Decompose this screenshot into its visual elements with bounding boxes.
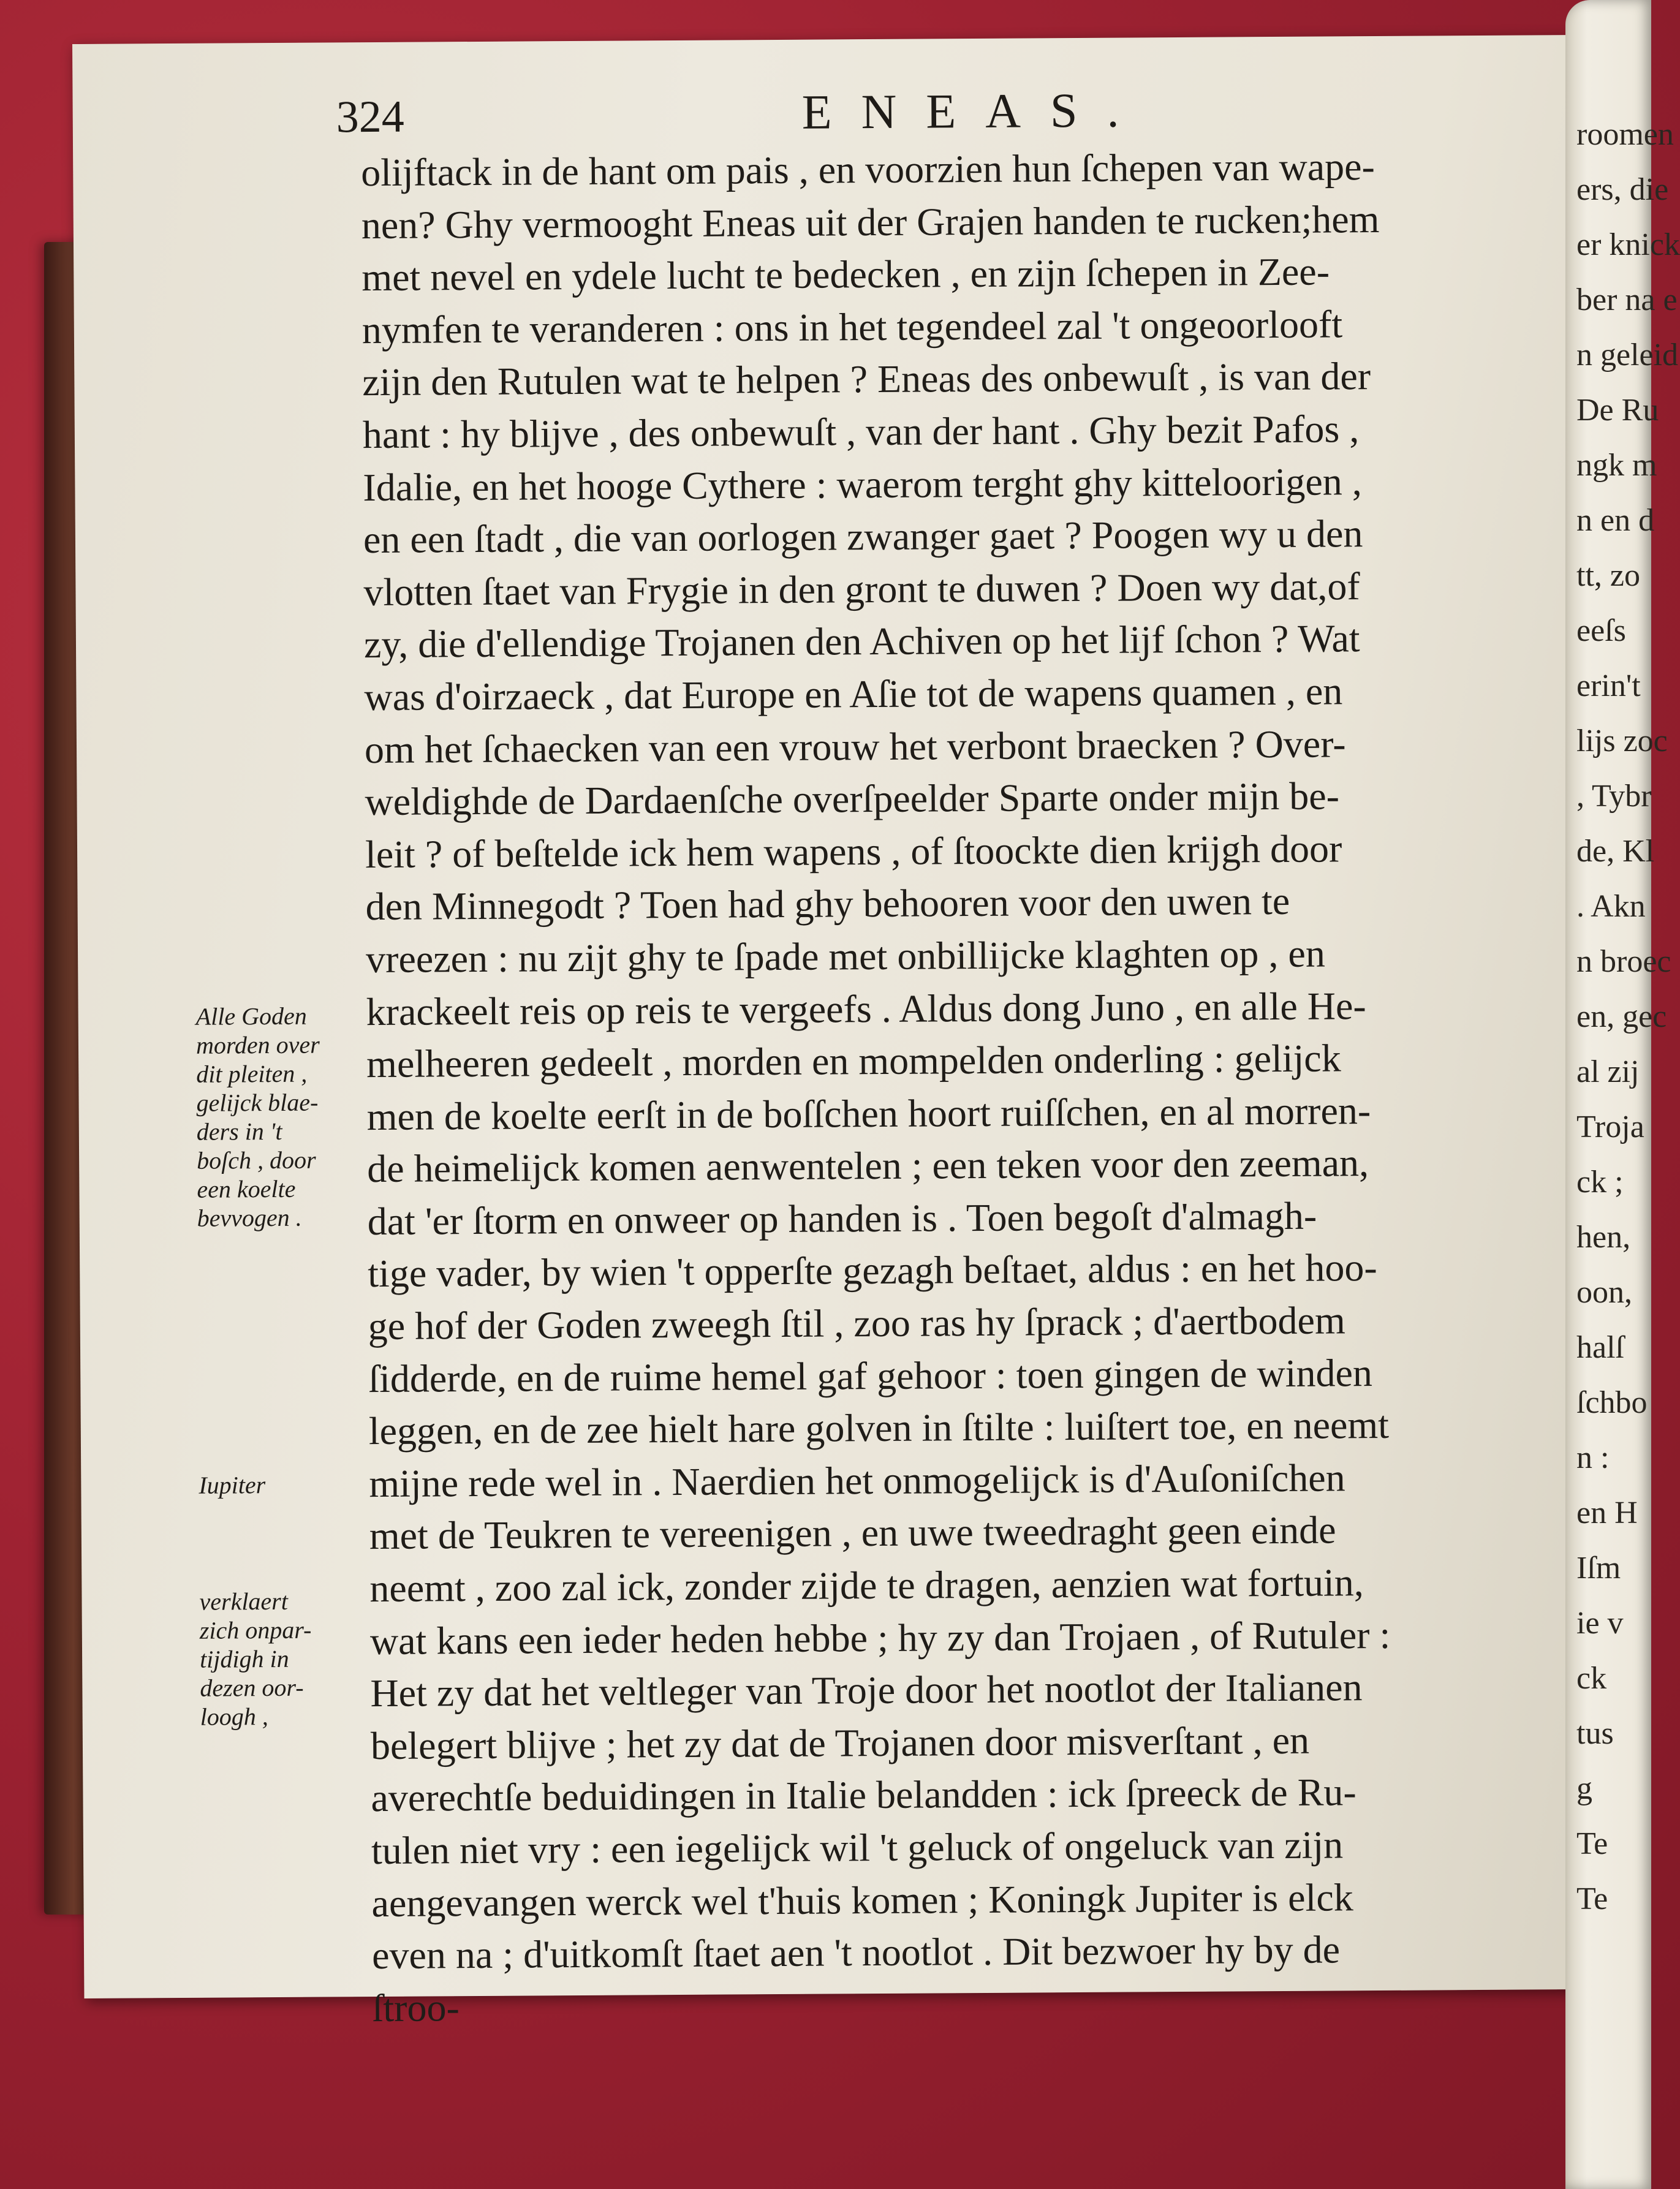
facing-page-fragment: g <box>1576 1771 1592 1806</box>
facing-page-fragment: De Ru <box>1576 393 1659 428</box>
text-line: leggen, en de zee hielt hare golven in ſtilte : luiſtert toe, en neemt <box>368 1403 1390 1453</box>
text-line: mijne rede wel in . Naerdien het onmogelijck is d'Auſoniſchen <box>369 1456 1345 1505</box>
facing-page-fragment: ck <box>1576 1661 1607 1696</box>
margin-note <box>199 1470 382 1500</box>
text-line: neemt , zoo zal ick, zonder zijde te dragen, aenzien wat fortuin, <box>369 1560 1364 1611</box>
facing-page-fragment: n en d <box>1576 503 1655 538</box>
text-line: zy, die d'ellendige Trojanen den Achiven op het lijf ſchon ? Wat <box>363 616 1360 667</box>
margin-note-line: bevvogen . <box>197 1203 302 1232</box>
margin-note-line: loogh , <box>200 1703 268 1731</box>
margin-note-line: dezen oor- <box>200 1673 304 1702</box>
text-line: wat kans een ieder heden hebbe ; hy zy dan Trojaen , of Rutuler : <box>369 1612 1391 1663</box>
facing-page-fragment: halſ <box>1576 1330 1624 1365</box>
margin-note-line: boſch , door <box>196 1146 316 1174</box>
text-line: men de koelte eerſt in de boſſchen hoort ruiſſchen, en al morren- <box>366 1088 1371 1138</box>
text-line: ge hof der Goden zweegh ſtil , zoo ras hy ſprack ; d'aertbodem <box>368 1298 1345 1348</box>
text-line: hant : hy blijve , des onbewuſt , van der hant . Ghy bezit Pafos , <box>362 407 1360 457</box>
text-line: even na ; d'uitkomſt ſtaet aen 't nootlot . Dit bezwoer hy by de <box>371 1927 1341 1978</box>
text-line: nen? Ghy vermooght Eneas uit der Grajen handen te rucken;hem <box>361 197 1380 247</box>
facing-page-fragment: erin't <box>1576 668 1641 703</box>
facing-page-fragment: ſchbo <box>1576 1385 1648 1420</box>
text-line: den Minnegodt ? Toen had ghy behooren voor den uwen te <box>365 879 1290 929</box>
text-line: olijftack in de hant om pais , en voorzien hun ſchepen van wape- <box>361 145 1375 195</box>
margin-note-line: dit pleiten , <box>196 1059 308 1088</box>
text-line: vreezen : nu zijt ghy te ſpade met onbillijcke klaghten op , en <box>365 931 1326 981</box>
text-line: vlotten ſtaet van Frygie in den gront te duwen ? Doen wy dat,of <box>363 564 1360 614</box>
text-line: tulen niet vry : een iegelijck wil 't geluck of ongeluck van zijn <box>371 1823 1344 1873</box>
facing-page-fragment: . Akn <box>1576 889 1646 924</box>
text-line: melheeren gedeelt , morden en mompelden onderling : gelijck <box>366 1036 1341 1086</box>
text-line: krackeelt reis op reis te vergeefs . Aldus dong Juno , en alle He- <box>366 983 1366 1034</box>
text-line: de heimelijck komen aenwentelen ; een teken voor den zeeman, <box>367 1141 1369 1191</box>
facing-page-fragment: Te <box>1576 1881 1608 1916</box>
margin-note <box>196 1001 381 1233</box>
facing-page-fragment: Troja <box>1576 1110 1644 1144</box>
margin-note-line: een koelte <box>197 1174 296 1203</box>
facing-page-fragment: tt, zo <box>1576 558 1640 593</box>
facing-page-fragment: ie v <box>1576 1606 1624 1641</box>
facing-page-fragment: er knick <box>1576 227 1680 262</box>
facing-page-fragment: en H <box>1576 1495 1638 1530</box>
text-line: ſtroo- <box>372 1985 460 2030</box>
facing-page-edge <box>1565 0 1680 2189</box>
text-line: tige vader, by wien 't opperſte gezagh beſtaet, aldus : en het hoo- <box>368 1246 1377 1296</box>
facing-page-fragment: n : <box>1576 1440 1610 1475</box>
facing-page-fragment: ck ; <box>1576 1165 1624 1200</box>
text-line: Idalie, en het hooge Cythere : waerom terght ghy kitteloorigen , <box>363 459 1362 509</box>
text-line: zijn den Rutulen wat te helpen ? Eneas des onbewuſt , is van der <box>362 354 1371 404</box>
body-text <box>361 139 1622 2035</box>
facing-page-fragment: de, Kl <box>1576 834 1655 869</box>
margin-note-line: gelijck blae- <box>196 1088 319 1117</box>
facing-page-fragment: ngk m <box>1576 448 1657 483</box>
facing-page-fragment: lijs zoc <box>1576 724 1668 758</box>
text-line: ſidderde, en de ruime hemel gaf gehoor : toen gingen de winden <box>368 1350 1373 1401</box>
margin-note-line: verklaert <box>199 1587 289 1616</box>
facing-page-fragment: n geleid <box>1576 338 1679 372</box>
page-number: 324 <box>336 91 404 143</box>
margin-note-line: Iupiter <box>199 1471 266 1499</box>
text-line: aengevangen werck wel t'huis komen ; Koningk Jupiter is elck <box>371 1875 1353 1925</box>
text-line: was d'oirzaeck , dat Europe en Aſie tot de wapens quamen , en <box>364 669 1343 719</box>
text-line: met nevel en ydele lucht te bedecken , en zijn ſchepen in Zee- <box>361 249 1330 300</box>
facing-page-fragment: eeſs <box>1576 613 1626 648</box>
facing-page-fragment: ers, die <box>1576 172 1669 207</box>
margin-note <box>199 1586 384 1731</box>
facing-page-fragment: hen, <box>1576 1220 1631 1255</box>
margin-note-line: Alle Goden <box>195 1002 307 1030</box>
margin-note-line: tijdigh in <box>199 1644 289 1673</box>
facing-page-fragment: tus <box>1576 1716 1614 1751</box>
facing-page-fragment: Iſm <box>1576 1551 1621 1586</box>
facing-page-fragment: n broec <box>1576 944 1671 979</box>
text-line: om het ſchaecken van een vrouw het verbont braecken ? Over- <box>364 721 1346 771</box>
margin-note-line: ders in 't <box>196 1117 282 1146</box>
facing-page-fragment: ber na e <box>1576 282 1678 317</box>
facing-page-fragment: en, gec <box>1576 999 1667 1034</box>
text-line: dat 'er ſtorm en onweer op handen is . Toen begoſt d'almagh- <box>367 1193 1317 1243</box>
text-line: en een ſtadt , die van oorlogen zwanger gaet ? Poogen wy u den <box>363 512 1363 562</box>
text-line: nymfen te veranderen : ons in het tegendeel zal 't ongeoorlooft <box>361 302 1343 352</box>
facing-page-fragment: Te <box>1576 1826 1608 1861</box>
facing-page-fragment: , Tybr <box>1576 779 1652 814</box>
text-line: leit ? of beſtelde ick hem wapens , of ſtoockte dien krijgh door <box>365 826 1342 876</box>
book-page <box>72 35 1579 2030</box>
facing-page-fragment: al zij <box>1576 1054 1640 1089</box>
text-line: met de Teukren te vereenigen , en uwe tweedraght geen einde <box>369 1508 1336 1558</box>
text-line: averechtſe beduidingen in Italie belandden : ick ſpreeck de Ru- <box>371 1770 1356 1820</box>
text-line: belegert blijve ; het zy dat de Trojanen door misverſtant , en <box>370 1718 1310 1767</box>
margin-note-line: morden over <box>195 1030 320 1059</box>
running-title: ENEAS. <box>801 83 1149 140</box>
facing-page-fragment: roomen <box>1576 117 1674 152</box>
text-line: Het zy dat het veltleger van Troje door het nootlot der Italianen <box>370 1665 1363 1715</box>
facing-page-fragment: oon, <box>1576 1275 1632 1310</box>
margin-note-line: zich onpar- <box>199 1616 312 1644</box>
text-line: weldighde de Dardaenſche overſpeelder Sparte onder mijn be- <box>365 774 1340 824</box>
